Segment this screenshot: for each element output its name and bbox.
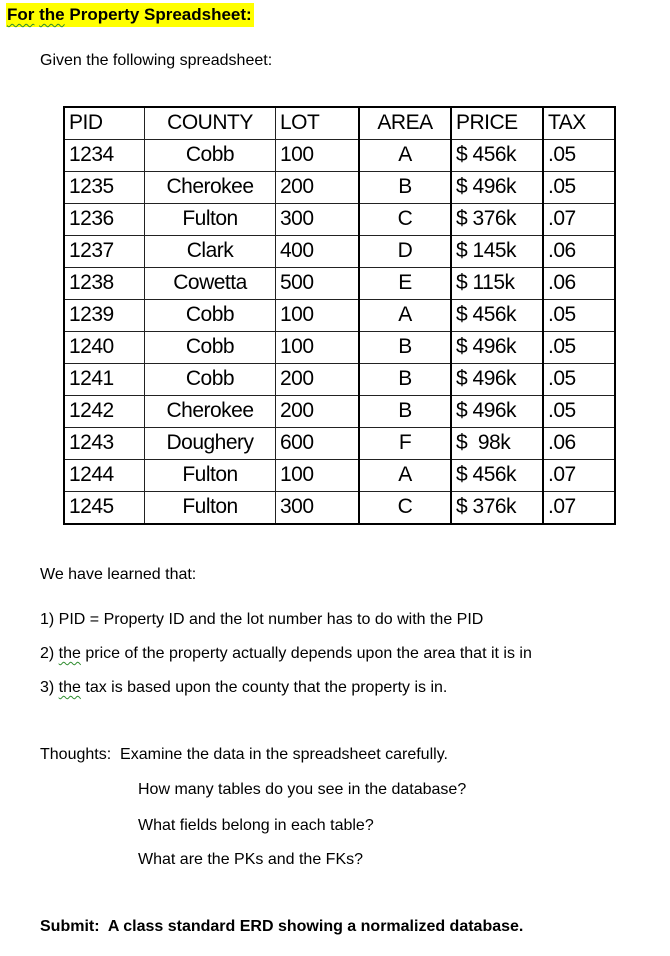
cell-pid: 1239 — [64, 300, 145, 332]
submit-instruction: Submit: A class standard ERD showing a normalized database. — [40, 918, 524, 935]
thoughts-line-4: What are the PKs and the FKs? — [138, 851, 364, 868]
cell-lot: 400 — [276, 236, 360, 268]
cell-pid: 1234 — [64, 140, 145, 172]
cell-county: Doughery — [145, 428, 276, 460]
cell-area: A — [359, 300, 451, 332]
cell-pid: 1245 — [64, 492, 145, 525]
thoughts-line-2: How many tables do you see in the database? — [138, 781, 467, 798]
learned-item-3-the: the — [58, 679, 81, 696]
cell-tax: .05 — [543, 364, 615, 396]
cell-area: C — [359, 204, 451, 236]
cell-county: Cherokee — [145, 396, 276, 428]
cell-tax: .07 — [543, 460, 615, 492]
cell-area: E — [359, 268, 451, 300]
cell-lot: 100 — [276, 332, 360, 364]
cell-pid: 1238 — [64, 268, 145, 300]
cell-tax: .05 — [543, 140, 615, 172]
learned-item-3-prefix: 3) — [40, 679, 59, 696]
cell-tax: .06 — [543, 268, 615, 300]
header-lot: LOT — [276, 107, 360, 140]
header-price: PRICE — [451, 107, 543, 140]
cell-area: B — [359, 332, 451, 364]
table-row — [64, 460, 615, 492]
cell-lot: 300 — [276, 204, 360, 236]
cell-tax: .06 — [543, 428, 615, 460]
cell-area: C — [359, 492, 451, 525]
cell-pid: 1235 — [64, 172, 145, 204]
table-row — [64, 364, 615, 396]
cell-county: Cobb — [145, 300, 276, 332]
cell-price: $ 496k — [451, 396, 543, 428]
cell-tax: .07 — [543, 204, 615, 236]
spreadsheet-body — [64, 140, 615, 525]
header-tax: TAX — [543, 107, 615, 140]
cell-area: B — [359, 172, 451, 204]
cell-price: $ 496k — [451, 364, 543, 396]
cell-price: $ 98k — [451, 428, 543, 460]
cell-lot: 100 — [276, 140, 360, 172]
cell-pid: 1243 — [64, 428, 145, 460]
table-row — [64, 268, 615, 300]
cell-tax: .07 — [543, 492, 615, 525]
table-row — [64, 428, 615, 460]
cell-price: $ 376k — [451, 204, 543, 236]
cell-price: $ 456k — [451, 460, 543, 492]
table-row — [64, 236, 615, 268]
cell-price: $ 456k — [451, 300, 543, 332]
thoughts-line-3: What fields belong in each table? — [138, 817, 374, 834]
cell-pid: 1241 — [64, 364, 145, 396]
learned-item-2-the: the — [58, 645, 81, 662]
cell-lot: 200 — [276, 364, 360, 396]
cell-price: $ 496k — [451, 172, 543, 204]
cell-price: $ 115k — [451, 268, 543, 300]
cell-county: Cowetta — [145, 268, 276, 300]
page-title — [6, 3, 254, 27]
cell-area: B — [359, 396, 451, 428]
table-row — [64, 300, 615, 332]
cell-price: $ 376k — [451, 492, 543, 525]
cell-lot: 500 — [276, 268, 360, 300]
cell-county: Cobb — [145, 364, 276, 396]
learned-item-3-text: tax is based upon the county that the property is in. — [80, 679, 448, 696]
cell-area: D — [359, 236, 451, 268]
cell-county: Fulton — [145, 492, 276, 525]
cell-price: $ 496k — [451, 332, 543, 364]
cell-county: Cobb — [145, 332, 276, 364]
header-pid: PID — [64, 107, 145, 140]
cell-tax: .05 — [543, 300, 615, 332]
header-area: AREA — [359, 107, 451, 140]
cell-county: Cherokee — [145, 172, 276, 204]
header-row — [64, 107, 615, 140]
cell-area: A — [359, 460, 451, 492]
learned-item-2-prefix: 2) — [40, 645, 59, 662]
table-row — [64, 332, 615, 364]
cell-county: Clark — [145, 236, 276, 268]
table-row — [64, 204, 615, 236]
thoughts-line-1: Thoughts: Examine the data in the spreadsheet carefully. — [40, 746, 448, 763]
cell-tax: .06 — [543, 236, 615, 268]
cell-pid: 1242 — [64, 396, 145, 428]
cell-lot: 300 — [276, 492, 360, 525]
learned-item-2-text: price of the property actually depends upon the area that it is in — [80, 645, 532, 662]
table-row — [64, 140, 615, 172]
cell-tax: .05 — [543, 172, 615, 204]
cell-pid: 1244 — [64, 460, 145, 492]
title-word-for: For — [7, 5, 35, 24]
learned-title: We have learned that: — [40, 566, 197, 583]
cell-lot: 600 — [276, 428, 360, 460]
cell-area: F — [359, 428, 451, 460]
cell-county: Fulton — [145, 460, 276, 492]
table-row — [64, 396, 615, 428]
property-spreadsheet — [63, 106, 616, 525]
cell-pid: 1240 — [64, 332, 145, 364]
cell-tax: .05 — [543, 396, 615, 428]
header-county: COUNTY — [145, 107, 276, 140]
cell-area: B — [359, 364, 451, 396]
title-rest: Property Spreadsheet: — [69, 5, 252, 24]
cell-lot: 200 — [276, 396, 360, 428]
table-row — [64, 172, 615, 204]
table-row — [64, 492, 615, 525]
cell-price: $ 456k — [451, 140, 543, 172]
learned-item-2 — [40, 645, 532, 663]
cell-pid: 1236 — [64, 204, 145, 236]
cell-price: $ 145k — [451, 236, 543, 268]
intro-text: Given the following spreadsheet: — [40, 52, 273, 69]
cell-county: Fulton — [145, 204, 276, 236]
learned-item-3 — [40, 679, 447, 697]
cell-county: Cobb — [145, 140, 276, 172]
title-word-the: the — [39, 5, 65, 24]
cell-lot: 100 — [276, 460, 360, 492]
cell-lot: 100 — [276, 300, 360, 332]
cell-lot: 200 — [276, 172, 360, 204]
cell-tax: .05 — [543, 332, 615, 364]
learned-item-1: 1) PID = Property ID and the lot number has to do with the PID — [40, 611, 484, 628]
cell-pid: 1237 — [64, 236, 145, 268]
cell-area: A — [359, 140, 451, 172]
